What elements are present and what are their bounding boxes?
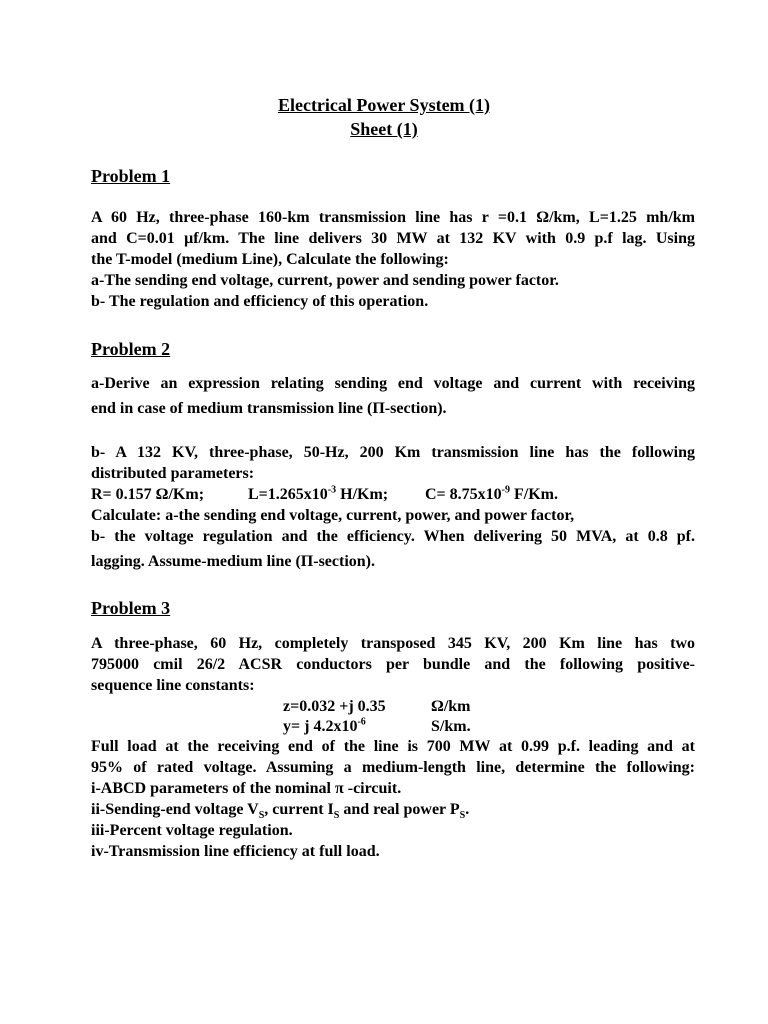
problem-3-line-6: Full load at the receiving end of the line is 700 MW at 0.99 p.f. leading and at [91,738,695,755]
document-title: Electrical Power System (1) [277,95,491,115]
problem-3-line-7: 95% of rated voltage. Assuming a medium-length line, determine the following: [91,759,695,776]
problem-3-item-1: i-ABCD parameters of the nominal π -circuit. [91,780,402,797]
param-l [248,486,388,504]
param-c-unit: F/Km. [510,486,559,503]
problem-3-item-3: iii-Percent voltage regulation. [91,822,293,839]
y-value-exponent: -6 [357,716,366,728]
param-c-exponent: -9 [501,484,511,496]
item-2-text-b: , current I [264,801,334,818]
problem-1-line-3: the T-model (medium Line), Calculate the following: [91,251,449,268]
problem-1-line-4: a-The sending end voltage, current, power and sending power factor. [91,272,559,289]
item-2-ps-sub: S [459,810,466,822]
item-2-vs-sub: S [258,810,265,822]
problem-3-line-2: 795000 cmil 26/2 ACSR conductors per bundle and the following positive- [91,656,695,673]
param-c [425,486,558,504]
param-c-base: C= 8.75x10 [425,486,502,503]
param-r: R= 0.157 Ω/Km; [91,486,205,503]
problem-2-line-2: end in case of medium transmission line (Π-section). [91,400,447,417]
problem-2-line-7: b- the voltage regulation and the efficiency. When delivering 50 MVA, at 0.8 pf. [91,528,695,545]
problem-1-line-2: and C=0.01 μf/km. The line delivers 30 MW at 132 KV with 0.9 p.f lag. Using [91,230,695,247]
document-subtitle: Sheet (1) [350,119,418,139]
param-l-base: L=1.265x10 [248,486,328,503]
problem-2-line-4: distributed parameters: [91,465,255,482]
problem-3-line-3: sequence line constants: [91,677,255,694]
problem-1-line-1: A 60 Hz, three-phase 160-km transmission line has r =0.1 Ω/km, L=1.25 mh/km [91,209,695,226]
item-2-text-a: ii-Sending-end voltage V [91,801,259,818]
problem-3-item-2 [91,801,470,822]
z-value: z=0.032 +j 0.35 [283,698,386,715]
y-value [283,718,366,736]
problem-2-line-3: b- A 132 KV, three-phase, 50-Hz, 200 Km transmission line has the following [91,444,695,461]
problem-2-line-8: lagging. Assume-medium line (Π-section). [91,553,375,570]
problem-1-line-5: b- The regulation and efficiency of this operation. [91,293,429,310]
y-value-base: y= j 4.2x10 [283,718,358,735]
problem-3-line-1: A three-phase, 60 Hz, completely transposed 345 KV, 200 Km line has two [91,635,695,652]
problem-2-line-6: Calculate: a-the sending end voltage, current, power, and power factor, [91,507,575,524]
item-2-text-d: . [465,801,470,818]
item-2-is-sub: S [333,810,340,822]
problem-3-item-4: iv-Transmission line efficiency at full load. [91,843,380,860]
item-2-text-c: and real power P [339,801,460,818]
param-l-unit: H/Km; [336,486,389,503]
problem-1-heading: Problem 1 [91,166,171,186]
problem-2-line-1: a-Derive an expression relating sending end voltage and current with receiving [91,375,695,392]
y-unit: S/km. [431,718,471,735]
problem-3-heading: Problem 3 [91,598,171,618]
param-l-exponent: -3 [327,484,337,496]
problem-2-heading: Problem 2 [91,339,171,359]
z-unit: Ω/km [431,698,471,715]
